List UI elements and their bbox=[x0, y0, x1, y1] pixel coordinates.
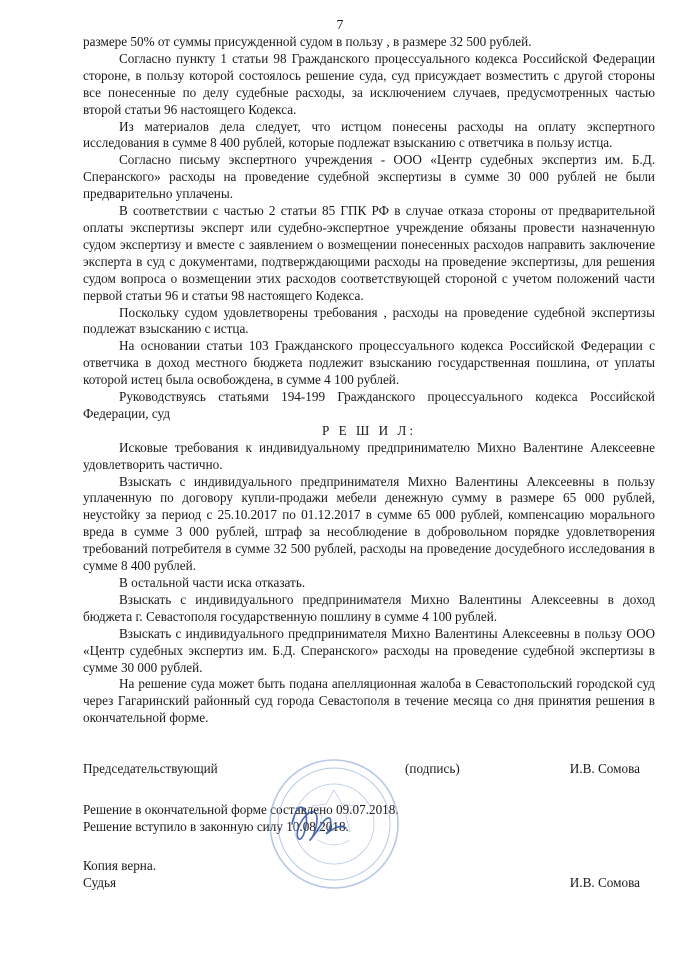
stamp-circle bbox=[270, 760, 398, 888]
judge-name-footer: И.В. Сомова bbox=[569, 874, 640, 890]
effective-date: Решение вступило в законную силу 10.08.2018. bbox=[83, 819, 349, 835]
paragraph: Поскольку судом удовлетворены требования , расходы на проведение судебной экспертизы подлежат взысканию с истца. bbox=[83, 304, 655, 337]
final-form-date: Решение в окончательной форме составлено 09.07.2018. bbox=[83, 802, 399, 818]
signature-scribble bbox=[292, 807, 346, 840]
paragraph: В соответствии с частью 2 статьи 85 ГПК РФ в случае отказа стороны от предварительной оплаты экспертизы эксперт или судебно-экспертное учреждение обязаны провести назначенную судом экспертизу и вместе с заявлением о возмещении понесенных расходов направить заключение эксперта в суд с документами, подтверждающими расходы на проведение экспертизы, для решения судом вопроса о возмещении этих расходов соответствующей стороной с учетом положений части первой статьи 96 и статьи 98 настоящего Кодекса. bbox=[83, 203, 655, 303]
paragraph: Согласно письму экспертного учреждения - ООО «Центр судебных экспертиз им. Б.Д. Сперанского» расходы на проведение судебной экспертизы в сумме 30 000 рублей не были предварительно уплачены. bbox=[83, 152, 655, 202]
paragraph: Согласно пункту 1 статьи 98 Гражданского процессуального кодекса Российской Федерации стороне, в пользу которой состоялось решение суда, суд присуждает возместить с другой стороны все понесенные по делу судебные расходы, за исключением случаев, предусмотренных частью второй статьи 96 настоящего Кодекса. bbox=[83, 50, 655, 117]
signed-mark: (подпись) bbox=[405, 761, 460, 777]
paragraph: размере 50% от суммы присужденной судом в пользу , в размере 32 500 рублей. bbox=[83, 34, 532, 49]
decision-paragraph: Взыскать с индивидуального предпринимателя Михно Валентины Алексеевны в доход бюджета г. Севастополя государственную пошлину в сумме 4 100 рублей. bbox=[83, 591, 655, 624]
page-number: 7 bbox=[336, 18, 344, 33]
copy-verified: Копия верна. bbox=[83, 857, 157, 873]
presiding-label: Председательствующий bbox=[83, 761, 218, 777]
court-stamp bbox=[262, 754, 402, 894]
decision-heading: Р Е Ш И Л: bbox=[321, 422, 416, 438]
judge-label: Судья bbox=[83, 874, 117, 890]
decision-paragraph: Взыскать с индивидуального предпринимателя Михно Валентины Алексеевны в пользу уплаченную по договору купли-продажи мебели денежную сумму в размере 65 000 рублей, неустойку за период с 25.10.2017 по 01.12.2017 в сумме 65 000 рублей, компенсацию морального вреда в сумме 3 000 рублей, штраф за несоблюдение в добровольном порядке удовлетворения требований потребителя в сумме 32 500 рублей, расходы на проведение досудебного исследования в сумме 8 400 рублей. bbox=[83, 473, 655, 574]
decision-paragraph: Исковые требования к индивидуальному предпринимателю Михно Валентине Алексеевне удовлетворить частично. bbox=[83, 439, 655, 472]
paragraph: Из материалов дела следует, что истцом понесены расходы на оплату экспертного исследования в сумме 8 400 рублей, которые подлежат взысканию с ответчика в пользу истца. bbox=[83, 118, 655, 151]
judge-name: И.В. Сомова bbox=[569, 761, 640, 777]
paragraph: На основании статьи 103 Гражданского процессуального кодекса Российской Федерации с ответчика в доход местного бюджета подлежит взысканию государственная пошлина, от уплаты которой истец была освобождена, в сумме 4 100 рублей. bbox=[83, 338, 655, 388]
decision-paragraph: В остальной части иска отказать. bbox=[119, 575, 306, 590]
decision-paragraph: На решение суда может быть подана апелляционная жалоба в Севастопольский городской суд через Гагаринский районный суд города Севастополя в течение месяца со дня принятия решения в окончательной форме. bbox=[83, 676, 655, 726]
paragraph: Руководствуясь статьями 194-199 Гражданского процессуального кодекса Российской Федерации, суд bbox=[83, 389, 655, 421]
decision-paragraph: Взыскать с индивидуального предпринимателя Михно Валентины Алексеевны в пользу ООО «Центр судебных экспертиз им. Б.Д. Сперанского» расходы на проведение судебной экспертизы в сумме 30 000 рублей. bbox=[83, 625, 655, 675]
